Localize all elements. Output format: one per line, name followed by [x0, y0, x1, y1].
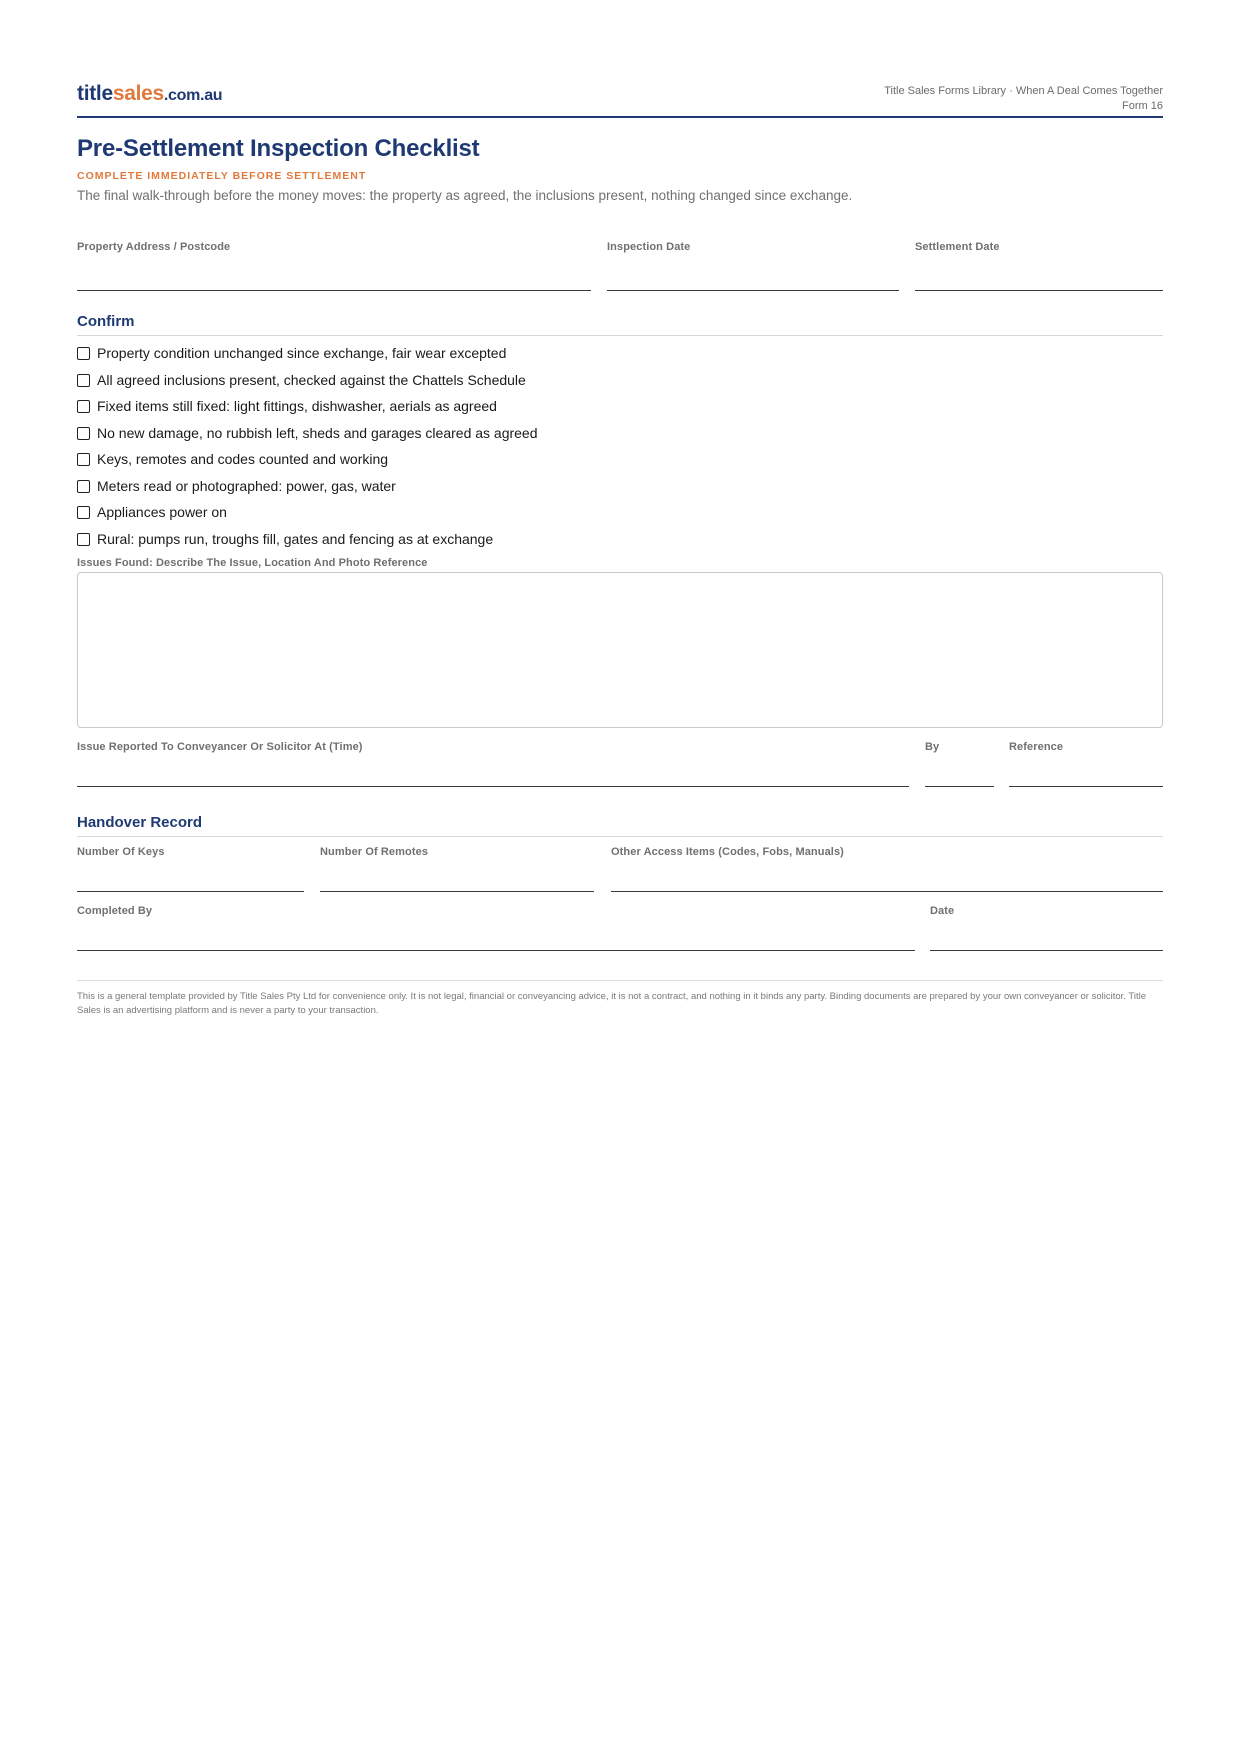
- library-name: Title Sales Forms Library · When A Deal Comes Together: [884, 85, 1163, 97]
- number-of-remotes-field[interactable]: [320, 846, 594, 892]
- field-underline: [925, 786, 994, 787]
- titlesales-logo: [77, 82, 222, 106]
- checkbox[interactable]: [77, 533, 90, 546]
- form-header: [77, 80, 1163, 118]
- logo-title-text: title: [77, 82, 113, 105]
- logo-sales-text: sales: [112, 82, 164, 105]
- form-meta: [884, 84, 1163, 114]
- checkbox[interactable]: [77, 374, 90, 387]
- checklist-item-label: All agreed inclusions present, checked against the Chattels Schedule: [97, 372, 526, 388]
- checklist-item[interactable]: [77, 476, 396, 496]
- property-address-field[interactable]: [77, 241, 591, 291]
- reported-to-field[interactable]: [77, 741, 909, 787]
- issues-textarea[interactable]: [77, 572, 1163, 728]
- checklist-item-label: No new damage, no rubbish left, sheds and garages cleared as agreed: [97, 425, 538, 441]
- checkbox[interactable]: [77, 506, 90, 519]
- issues-label: Issues Found: Describe The Issue, Location And Photo Reference: [77, 557, 428, 569]
- checklist-item[interactable]: [77, 343, 506, 363]
- checklist-item-label: Keys, remotes and codes counted and working: [97, 451, 389, 467]
- checklist-item-label: Property condition unchanged since exchange, fair wear excepted: [97, 345, 507, 361]
- field-underline: [320, 891, 594, 892]
- field-underline: [607, 290, 899, 291]
- field-underline: [1009, 786, 1163, 787]
- checklist-item[interactable]: [77, 396, 497, 416]
- checklist-item[interactable]: [77, 502, 227, 522]
- field-label: Date: [930, 905, 955, 917]
- disclaimer-text: This is a general template provided by Title Sales Pty Ltd for convenience only. It is not legal, financial or conveyancing advice, it is not a contract, and nothing in it binds any party. Binding documents are prepared by your own conveyancer or solicitor. Title Sales is an advertising platform and is never a party to your transaction.: [77, 980, 1163, 1018]
- checklist-item[interactable]: [77, 529, 493, 549]
- checklist-item-label: Rural: pumps run, troughs fill, gates and fencing as at exchange: [97, 531, 494, 547]
- field-label: Number Of Remotes: [320, 846, 429, 858]
- checkbox[interactable]: [77, 427, 90, 440]
- checklist-item-label: Appliances power on: [97, 504, 227, 520]
- settlement-date-field[interactable]: [915, 241, 1163, 291]
- field-underline: [915, 290, 1163, 291]
- field-underline: [77, 290, 591, 291]
- inspection-date-field[interactable]: [607, 241, 899, 291]
- checkbox[interactable]: [77, 347, 90, 360]
- reference-field[interactable]: [1009, 741, 1163, 787]
- page-subtitle: COMPLETE IMMEDIATELY BEFORE SETTLEMENT: [77, 170, 367, 182]
- field-underline: [77, 950, 915, 951]
- field-label: Inspection Date: [607, 241, 691, 253]
- confirm-section-heading: [77, 313, 1163, 336]
- field-underline: [611, 891, 1163, 892]
- other-access-items-field[interactable]: [611, 846, 1163, 892]
- field-label: Number Of Keys: [77, 846, 165, 858]
- field-label: By: [925, 741, 940, 753]
- field-label: Issue Reported To Conveyancer Or Solicitor At (Time): [77, 741, 363, 753]
- checklist-item[interactable]: [77, 423, 538, 443]
- checkbox[interactable]: [77, 453, 90, 466]
- completed-by-field[interactable]: [77, 905, 915, 951]
- field-label: Reference: [1009, 741, 1064, 753]
- field-label: Settlement Date: [915, 241, 1000, 253]
- checkbox[interactable]: [77, 480, 90, 493]
- section-title: Confirm: [77, 313, 135, 330]
- field-label: Completed By: [77, 905, 153, 917]
- field-label: Property Address / Postcode: [77, 241, 231, 253]
- checklist-item-label: Meters read or photographed: power, gas, water: [97, 478, 396, 494]
- issues-label-row: [77, 557, 1163, 571]
- page-title: Pre-Settlement Inspection Checklist: [77, 135, 480, 162]
- checklist-item[interactable]: [77, 370, 526, 390]
- field-underline: [930, 950, 1163, 951]
- section-title: Handover Record: [77, 814, 203, 831]
- reported-by-field[interactable]: [925, 741, 994, 787]
- checklist-item-label: Fixed items still fixed: light fittings, dishwasher, aerials as agreed: [97, 398, 497, 414]
- form-number: Form 16: [1122, 100, 1163, 112]
- checklist-item[interactable]: [77, 449, 388, 469]
- number-of-keys-field[interactable]: [77, 846, 304, 892]
- field-underline: [77, 786, 909, 787]
- field-underline: [77, 891, 304, 892]
- logo-domain-text: .com.au: [163, 87, 223, 104]
- handover-section-heading: [77, 814, 1163, 837]
- intro-text: The final walk-through before the money moves: the property as agreed, the inclusions present, nothing changed since exchange.: [77, 188, 853, 203]
- checkbox[interactable]: [77, 400, 90, 413]
- handover-date-field[interactable]: [930, 905, 1163, 951]
- field-label: Other Access Items (Codes, Fobs, Manuals): [611, 846, 844, 858]
